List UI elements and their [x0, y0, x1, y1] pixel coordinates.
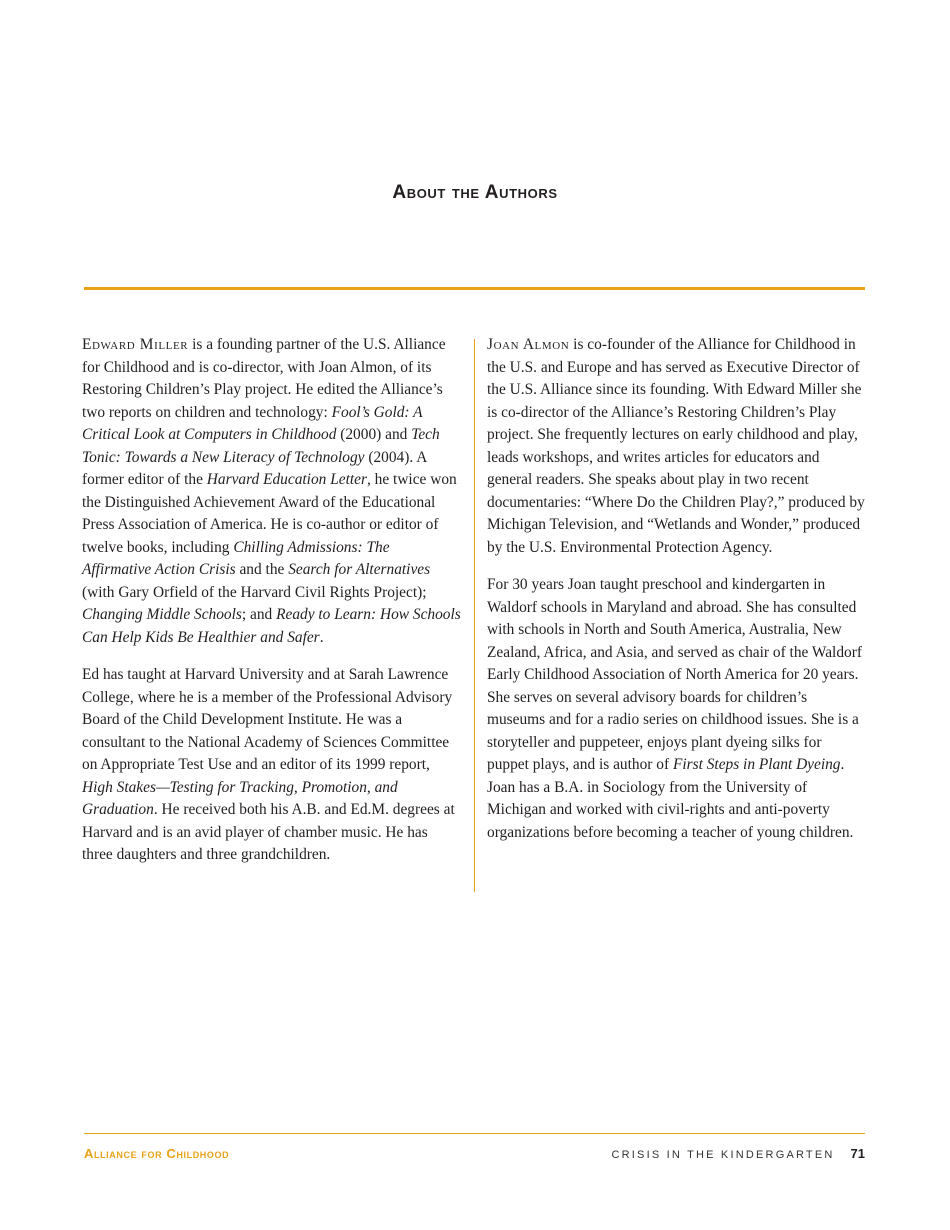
- column-divider: [474, 339, 475, 892]
- bio-text: Ed has taught at Harvard University and at Sarah Lawrence College, where he is a member of the Professional Advisory Board of the Child Development Institute. He was a consultant to the National Academy of Sciences Committee on Appropriate Test Use and an editor of its 1999 report,: [82, 666, 453, 773]
- footer-organization: Alliance for Childhood: [84, 1146, 230, 1161]
- bio-text: (with Gary Orfield of the Harvard Civil Rights Project);: [82, 583, 427, 601]
- bio-text: (2000) and: [336, 426, 412, 443]
- footer-book-title: CRISIS IN THE KINDERGARTEN: [611, 1149, 835, 1161]
- right-column: [487, 334, 867, 859]
- footer-right: [611, 1146, 865, 1161]
- book-title: Changing Middle Schools: [82, 606, 242, 623]
- book-title: Tech Tonic: Towards a New Literacy of Technology: [82, 426, 440, 466]
- book-title: Chilling Admissions: The Affirmative Action Crisis: [82, 538, 390, 578]
- bio-text: , he twice won the Distinguished Achievement Award of the Educational Press Association of America. He is co-author or editor of twelve books, including: [82, 471, 457, 556]
- page-title: About the Authors: [392, 182, 558, 203]
- bio-text: For 30 years Joan taught preschool and kindergarten in Waldorf schools in Maryland and abroad. She has consulted with schools in North and South America, Australia, New Zealand, Africa, and Asia, and served as chair of the Waldorf Early Childhood Association of North America for 20 years. She serves on several advisory boards for children’s museums and for a radio series on childhood issues. She is a storyteller and puppeteer, enjoys plant dyeing silks for puppet plays, and is author of: [487, 576, 862, 773]
- book-title: Search for Alternatives: [288, 561, 431, 578]
- bio-text: . Joan has a B.A. in Sociology from the University of Michigan and worked with civil-rights and anti-poverty organizations before becoming a teacher of young children.: [487, 756, 854, 841]
- bio-text: .: [319, 628, 324, 646]
- book-title: Fool’s Gold: A Critical Look at Computers in Childhood: [82, 403, 423, 443]
- almon-bio-paragraph-1: [487, 334, 867, 559]
- bio-text: and the: [235, 561, 289, 578]
- top-divider: [84, 287, 865, 290]
- miller-bio-paragraph-2: [82, 664, 462, 867]
- left-column: [82, 334, 462, 882]
- miller-bio-paragraph-1: [82, 334, 462, 649]
- publication-title: Harvard Education Letter: [206, 471, 367, 488]
- footer-divider: [84, 1133, 865, 1134]
- almon-bio-paragraph-2: [487, 574, 867, 844]
- page-number: 71: [850, 1146, 865, 1161]
- bio-text: . He received both his A.B. and Ed.M. degrees at Harvard and is an avid player of chamber music. He has three daughters and three grandchildren.: [82, 801, 455, 863]
- author-name-almon: Joan Almon: [487, 336, 570, 353]
- bio-text: (2004). A former editor of the: [82, 448, 427, 488]
- author-name-miller: Edward Miller: [82, 336, 189, 353]
- bio-text: is a founding partner of the U.S. Alliance for Childhood and is co-director, with Joan Almon, of its Restoring Children’s Play project. He edited the Alliance’s two reports on children and technology:: [82, 336, 446, 421]
- bio-text: ; and: [241, 606, 277, 623]
- bio-text: is co-founder of the Alliance for Childhood in the U.S. and Europe and has served as Executive Director of the U.S. Alliance since its founding. With Edward Miller she is co-director of the Alliance’s Restoring Children’s Play project. She frequently lectures on early childhood and play, leads workshops, and writes articles for educators and general readers. She speaks about play in two recent documentaries: “Where Do the Children Play?,” produced by Michigan Television, and “Wetlands and Wonder,” produced by the U.S. Environmental Protection Agency.: [487, 336, 865, 556]
- report-title: High Stakes—Testing for Tracking, Promotion, and Graduation: [82, 778, 398, 818]
- book-title: First Steps in Plant Dyeing: [672, 756, 841, 773]
- book-title: Ready to Learn: How Schools Can Help Kids Be Healthier and Safer: [82, 606, 461, 646]
